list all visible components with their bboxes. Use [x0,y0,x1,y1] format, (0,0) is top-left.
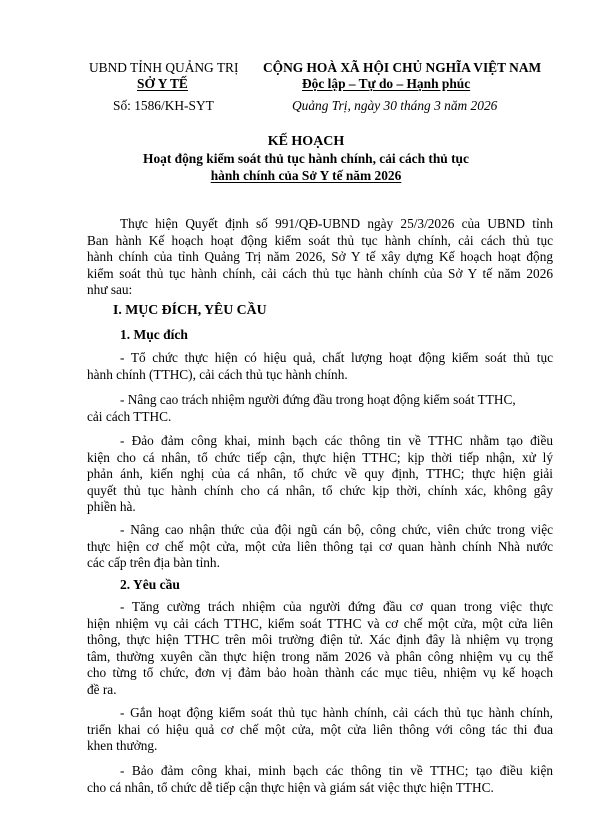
requirements-paragraph [87,599,553,698]
motto-text: Độc lập – Tự do – Hạnh phúc [302,76,471,91]
intro-line: như sau: [87,282,133,297]
document-subject-line-2 [0,168,612,184]
purpose-paragraph [87,522,553,572]
intro-paragraph [87,216,553,299]
paragraph-line: kiện cho cá nhân, tổ chức tiếp cận, thực hiện TTHC; kịp thời tiếp nhận, xử lý [87,449,553,465]
paragraph-line: - Nâng cao trách nhiệm người đứng đầu trong hoạt động kiểm soát TTHC, [120,392,516,407]
document-type-title: KẾ HOẠCH [267,134,345,149]
paragraph-line: hành chính (TTHC), cải cách thủ tục hành chính. [87,366,348,382]
paragraph-line: phiền hà. [87,499,136,514]
section-heading: I. MỤC ĐÍCH, YÊU CẦU [113,302,267,317]
requirements-paragraph [87,705,553,755]
document-subject-line-1: Hoạt động kiểm soát thủ tục hành chính, cải cách thủ tục [143,151,469,166]
paragraph-line: - Tổ chức thực hiện có hiệu quả, chất lượng hoạt động kiểm soát thủ tục [120,350,553,365]
paragraph-line: cho từng tổ chức, đơn vị đảm bảo hoàn thành các mục tiêu, nhiệm vụ kế hoạch [87,665,553,680]
paragraph-line: đề ra. [87,681,117,697]
paragraph-line: các cấp trên địa bàn tỉnh. [87,555,220,570]
paragraph-line: cho cá nhân, tổ chức dễ tiếp cận thực hiện và giám sát việc thực hiện TTHC. [87,779,494,795]
paragraph-line: triển khai có hiệu quả cơ chế một cửa, một cửa liên thông với công tác thi đua [87,721,553,737]
purpose-paragraph [87,350,553,383]
paragraph-line: hiện nhiệm vụ cải cách TTHC, kiểm soát TTHC và cơ chế một cửa, một cửa liên [87,615,553,631]
paragraph-line: - Gắn hoạt động kiểm soát thủ tục hành chính, cải cách thủ tục hành chính, [120,705,553,720]
department-name: SỞ Y TẾ [137,76,188,91]
paragraph-line: khen thưởng. [87,738,158,753]
intro-line: Thực hiện Quyết định số 991/QĐ-UBND ngày 25/3/2026 của UBND tỉnh [120,216,553,231]
subsection-heading-purpose: 1. Mục đích [120,327,188,342]
paragraph-line: - Đảo đảm công khai, minh bạch các thông tin về TTHC nhằm tạo điều [120,433,553,448]
paragraph-line: - Nâng cao nhận thức của đội ngũ cán bộ, công chức, viên chức trong việc [120,522,553,537]
issuing-authority: UBND TỈNH QUẢNG TRỊ [89,60,239,75]
paragraph-line: quyết thủ tục hành chính cho cá nhân, tổ chức kịp thời, chính xác, không gây [87,482,553,498]
intro-line: kiểm soát thủ tục hành chính, cải cách thủ tục hành chính của Sở Y tế năm 2026 [87,265,553,281]
document-number: Số: 1586/KH-SYT [113,98,214,113]
paragraph-line: - Tăng cường trách nhiệm của người đứng đầu cơ quan trong việc thực [120,599,553,614]
national-title: CỘNG HOÀ XÃ HỘI CHỦ NGHĨA VIỆT NAM [263,60,542,75]
paragraph-line: thông, thực hiện TTHC trên môi trường điện tử. Xác định đây là nhiệm vụ trọng [87,632,553,647]
intro-line: Ban hành Kế hoạch hoạt động kiểm soát thủ tục hành chính, cải cách thủ tục [87,232,553,248]
intro-line: hành chính của tỉnh Quảng Trị năm 2026, Sở Y tế xây dựng Kế hoạch hoạt động [87,249,553,264]
subsection-heading-requirements: 2. Yêu cầu [120,577,180,592]
paragraph-line: thực hiện cơ chế một cửa, một cửa liên thông tại cơ quan hành chính Nhà nước [87,538,553,554]
purpose-paragraph [87,433,553,516]
purpose-paragraph [87,392,553,425]
paragraph-line: cải cách TTHC. [87,408,172,424]
national-motto [302,75,470,92]
requirements-paragraph [87,763,553,796]
paragraph-line: tâm, thường xuyên cần thực hiện trong năm 2026 và phân công nhiệm vụ cụ thể [87,648,553,664]
place-and-date: Quảng Trị, ngày 30 tháng 3 năm 2026 [292,98,498,113]
paragraph-line: phản ánh, kiến nghị của cá nhân, tổ chức về quy định, TTHC; thực hiện giải [87,466,553,481]
issuing-department [137,75,188,92]
paragraph-line: - Bảo đảm công khai, minh bạch các thông tin về TTHC; tạo điều kiện [120,763,553,778]
subject-line-2-text: hành chính của Sở Y tế năm 2026 [210,168,402,183]
